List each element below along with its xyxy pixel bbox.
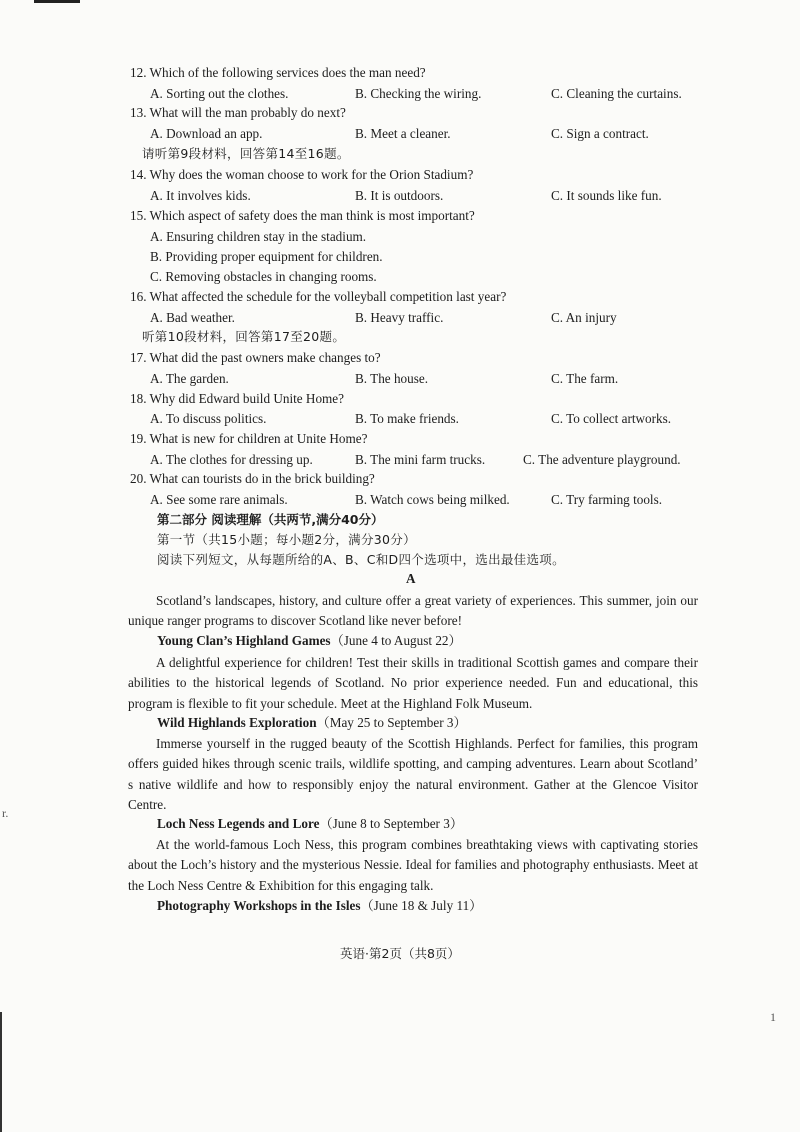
question-20: 20. What can tourists do in the brick building?: [130, 471, 375, 486]
q13-option-a: A. Download an app.: [150, 126, 263, 141]
question-18: 18. Why did Edward build Unite Home?: [130, 391, 345, 406]
question-19: 19. What is new for children at Unite Home?: [130, 431, 368, 446]
program-dates-1: （June 4 to August 22）: [330, 633, 462, 648]
q13-option-c: C. Sign a contract.: [551, 126, 649, 141]
margin-mark-right: 1: [770, 1010, 776, 1024]
q16-option-b: B. Heavy traffic.: [355, 310, 444, 325]
page-footer: 英语·第2页（共8页）: [340, 946, 460, 961]
program-dates-3: （June 8 to September 3）: [319, 816, 464, 831]
program-heading-3: [157, 815, 463, 833]
q18-option-b: B. To make friends.: [355, 411, 459, 426]
part2-title: 第二部分 阅读理解（共两节,满分40分）: [157, 512, 384, 527]
program-name-1: Young Clan’s Highland Games: [157, 633, 331, 648]
q13-option-b: B. Meet a cleaner.: [355, 126, 451, 141]
q17-option-a: A. The garden.: [150, 371, 229, 386]
program-heading-2: [157, 714, 467, 732]
program-desc-1: A delightful experience for children! Test their skills in traditional Scottish games and compare their abilities to the historical legends of Scotland. No prior experience needed. Fun and educational, this program is flexible to fit your schedule. Meet at the Highland Folk Museum.: [128, 655, 698, 711]
question-17: 17. What did the past owners make changes to?: [130, 350, 381, 365]
q20-option-b: B. Watch cows being milked.: [355, 492, 510, 507]
question-14: 14. Why does the woman choose to work for the Orion Stadium?: [130, 167, 474, 182]
q12-option-b: B. Checking the wiring.: [355, 86, 482, 101]
q15-option-c: C. Removing obstacles in changing rooms.: [150, 269, 377, 284]
scan-edge-line: [0, 1012, 2, 1132]
q19-option-b: B. The mini farm trucks.: [355, 452, 486, 467]
q20-option-a: A. See some rare animals.: [150, 492, 288, 507]
margin-mark-left: r.: [2, 806, 9, 820]
instruction-passage-10: 听第10段材料，回答第17至20题。: [142, 329, 346, 344]
q12-option-c: C. Cleaning the curtains.: [551, 86, 682, 101]
section1-title: 第一节（共15小题；每小题2分，满分30分）: [157, 532, 416, 547]
q19-option-c: C. The adventure playground.: [523, 452, 681, 467]
question-16: 16. What affected the schedule for the volleyball competition last year?: [130, 289, 507, 304]
q18-option-c: C. To collect artworks.: [551, 411, 672, 426]
program-dates-2: （May 25 to September 3）: [316, 715, 467, 730]
q17-option-b: B. The house.: [355, 371, 429, 386]
program-heading-1: [157, 632, 462, 650]
q20-option-c: C. Try farming tools.: [551, 492, 663, 507]
q15-option-b: B. Providing proper equipment for children.: [150, 249, 383, 264]
q14-option-b: B. It is outdoors.: [355, 188, 444, 203]
section1-instruction: 阅读下列短文，从每题所给的A、B、C和D四个选项中，选出最佳选项。: [157, 552, 565, 567]
q19-option-a: A. The clothes for dressing up.: [150, 452, 313, 467]
passage-intro: Scotland’s landscapes, history, and culture offer a great variety of experiences. This summer, join our unique ranger programs to discover Scotland like never before!: [128, 593, 698, 629]
program-desc-2: Immerse yourself in the rugged beauty of the Scottish Highlands. Perfect for families, this program offers guided hikes through scenic trails, wildlife spotting, and camping adventures. Learn about Scotland’ s native wildlife and how to responsibly enjoy the natural environment. Gather at the Glencoe Visitor Centre.: [128, 736, 698, 813]
q18-option-a: A. To discuss politics.: [150, 411, 267, 426]
program-dates-4: （June 18 & July 11）: [360, 898, 483, 913]
q15-option-a: A. Ensuring children stay in the stadium.: [150, 229, 367, 244]
question-15: 15. Which aspect of safety does the man think is most important?: [130, 208, 475, 223]
q17-option-c: C. The farm.: [551, 371, 619, 386]
program-name-3: Loch Ness Legends and Lore: [157, 816, 320, 831]
program-desc-3: At the world-famous Loch Ness, this program combines breathtaking views with captivating stories about the Loch’s history and the mysterious Nessie. Ideal for families and photography enthusiasts. Meet at the Loch Ness Centre & Exhibition for this engaging talk.: [128, 837, 698, 893]
q14-option-a: A. It involves kids.: [150, 188, 251, 203]
question-12: 12. Which of the following services does the man need?: [130, 65, 426, 80]
instruction-passage-9: 请听第9段材料，回答第14至16题。: [142, 146, 350, 161]
q16-option-a: A. Bad weather.: [150, 310, 235, 325]
question-13: 13. What will the man probably do next?: [130, 105, 346, 120]
program-name-2: Wild Highlands Exploration: [157, 715, 317, 730]
q16-option-c: C. An injury: [551, 310, 617, 325]
passage-label: A: [406, 571, 416, 586]
q14-option-c: C. It sounds like fun.: [551, 188, 662, 203]
top-edge-mark: [34, 0, 80, 3]
program-name-4: Photography Workshops in the Isles: [157, 898, 361, 913]
q12-option-a: A. Sorting out the clothes.: [150, 86, 289, 101]
program-heading-4: [157, 897, 482, 915]
